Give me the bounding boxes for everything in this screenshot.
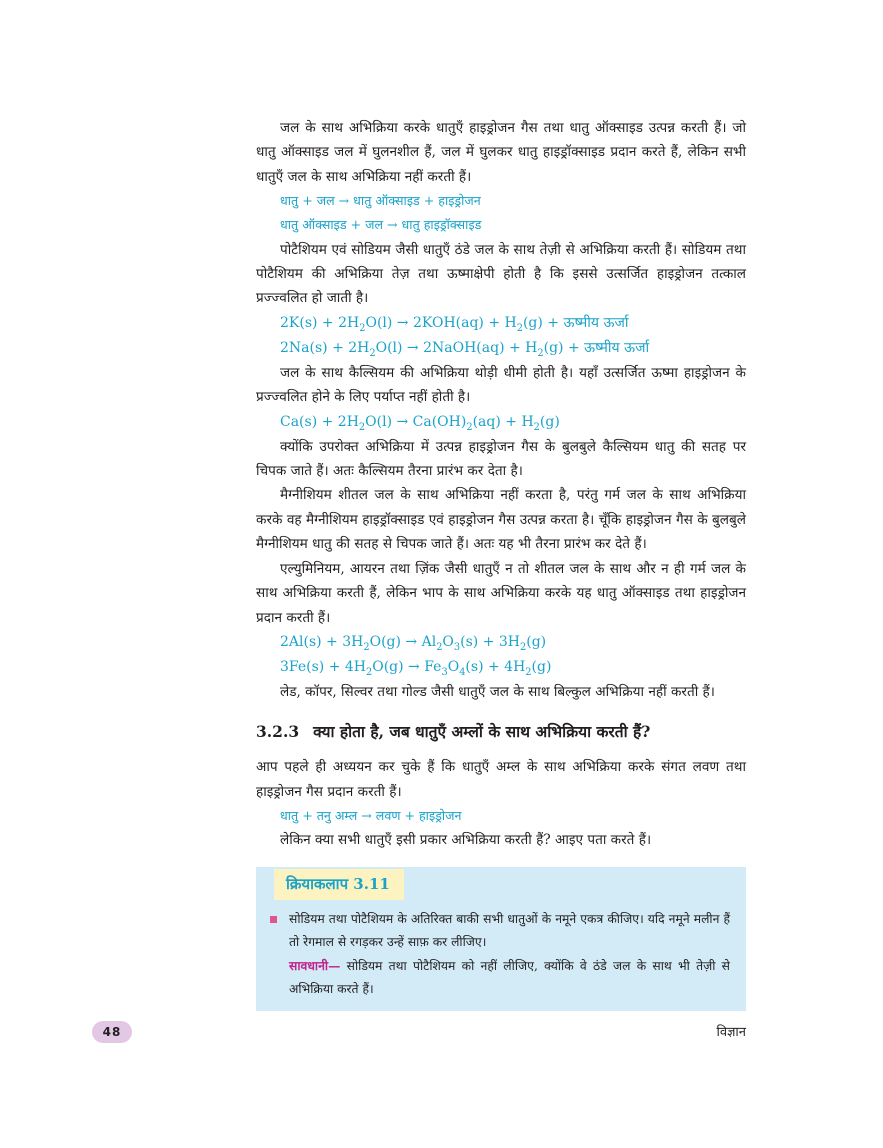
chem-equation-potassium: $2K(s) + 2H_2O(l) \to 2KOH(aq) + H_2(g)$ + ऊष्मीय ऊर्जा <box>280 314 629 334</box>
paragraph: जल के साथ कैल्सियम की अभिक्रिया थोड़ी धीमी होती है। यहाँ उत्सर्जित ऊष्मा हाइड्रोजन के प्रज्ज्वलित होने के लिए पर्याप्त नहीं होती है। <box>256 364 746 406</box>
paragraph: जल के साथ अभिक्रिया करके धातुएँ हाइड्रोजन गैस तथा धातु ऑक्साइड उत्पन्न करती हैं। जो धातु ऑक्साइड जल में घुलनशील हैं, जल में घुलकर धातु हाइड्रॉक्साइड प्रदान करते हैं, लेकिन सभी धातुएँ जल के साथ अभिक्रिया नहीं करती हैं। <box>256 120 746 185</box>
square-bullet-icon <box>270 916 277 923</box>
chem-equation-aluminium: $2Al(s) + 3H_2O(g) \to Al_2O_3(s) + 3H_2(g)$ <box>280 633 547 653</box>
activity-box <box>256 867 746 1011</box>
page-number: 48 <box>92 1021 132 1043</box>
paragraph: मैग्नीशियम शीतल जल के साथ अभिक्रिया नहीं करता है, परंतु गर्म जल के साथ अभिक्रिया करके वह मैग्नीशियम हाइड्रॉक्साइड एवं हाइड्रोजन गैस उत्पन्न करता है। चूँकि हाइड्रोजन गैस के बुलबुले मैग्नीशियम धातु की सतह से चिपक जाते हैं। अतः यह भी तैरना प्रारंभ कर देते हैं। <box>256 487 746 553</box>
chem-equation-sodium: $2Na(s) + 2H_2O(l)$ → 2NaOH(aq) + $H_2(g)$ + ऊष्मीय ऊर्जा <box>280 339 650 359</box>
word-equation: धातु + जल → धातु ऑक्साइड + हाइड्रोजन <box>280 193 481 209</box>
chem-equation-calcium: $Ca(s) + 2H_2O(l) \to Ca(OH)_2(aq) + H_2(g)$ <box>280 413 560 433</box>
activity-item <box>270 908 730 1001</box>
paragraph: लेकिन क्या सभी धातुएँ इसी प्रकार अभिक्रिया करती हैं? आइए पता करते हैं। <box>280 832 652 849</box>
section-title: क्या होता है, जब धातुएँ अम्लों के साथ अभिक्रिया करती हैं? <box>313 722 651 742</box>
caution-label: सावधानी— <box>289 957 341 973</box>
page-content <box>256 116 746 1011</box>
paragraph: लेड, कॉपर, सिल्वर तथा गोल्ड जैसी धातुएँ जल के साथ बिल्कुल अभिक्रिया नहीं करती हैं। <box>280 683 715 700</box>
section-heading <box>256 719 746 745</box>
word-equation: धातु ऑक्साइड + जल → धातु हाइड्रॉक्साइड <box>280 217 482 233</box>
activity-instruction: सोडियम तथा पोटैशियम के अतिरिक्त बाकी सभी धातुओं के नमूने एकत्र कीजिए। यदि नमूने मलीन हैं तो रेगमाल से रगड़कर उन्हें साफ़ कर लीजिए। <box>289 911 730 949</box>
section-number: 3.2.3 <box>256 722 300 742</box>
paragraph: एल्युमिनियम, आयरन तथा ज़िंक जैसी धातुएँ न तो शीतल जल के साथ और न ही गर्म जल के साथ अभिक्रिया करती हैं, लेकिन भाप के साथ अभिक्रिया करके यह धातु ऑक्साइड तथा हाइड्रोजन प्रदान करती हैं। <box>256 560 746 626</box>
caution-text: सोडियम तथा पोटैशियम को नहीं लीजिए, क्योंकि वे ठंडे जल के साथ भी तेज़ी से अभिक्रिया करते हैं। <box>289 958 730 996</box>
paragraph: क्योंकि उपरोक्त अभिक्रिया में उत्पन्न हाइड्रोजन गैस के बुलबुले कैल्सियम धातु की सतह पर चिपक जाते हैं। अतः कैल्सियम तैरना प्रारंभ कर देता है। <box>256 438 746 480</box>
paragraph: आप पहले ही अध्ययन कर चुके हैं कि धातुएँ अम्ल के साथ अभिक्रिया करके संगत लवण तथा हाइड्रोजन गैस प्रदान करती हैं। <box>256 759 746 800</box>
book-title: विज्ञान <box>716 1025 746 1040</box>
chem-equation-iron: $3Fe(s) + 4H_2O(g) \to Fe_3O_4(s) + 4H_2(g)$ <box>280 658 552 678</box>
word-equation: धातु + तनु अम्ल → लवण + हाइड्रोजन <box>280 808 462 824</box>
paragraph: पोटैशियम एवं सोडियम जैसी धातुएँ ठंडे जल के साथ तेज़ी से अभिक्रिया करती हैं। सोडियम तथा पोटैशियम की अभिक्रिया तेज़ तथा ऊष्माक्षेपी होती है कि इससे उत्सर्जित हाइड्रोजन तत्काल प्रज्ज्वलित हो जाती है। <box>256 241 746 307</box>
activity-title: क्रियाकलाप 3.11 <box>274 869 404 900</box>
